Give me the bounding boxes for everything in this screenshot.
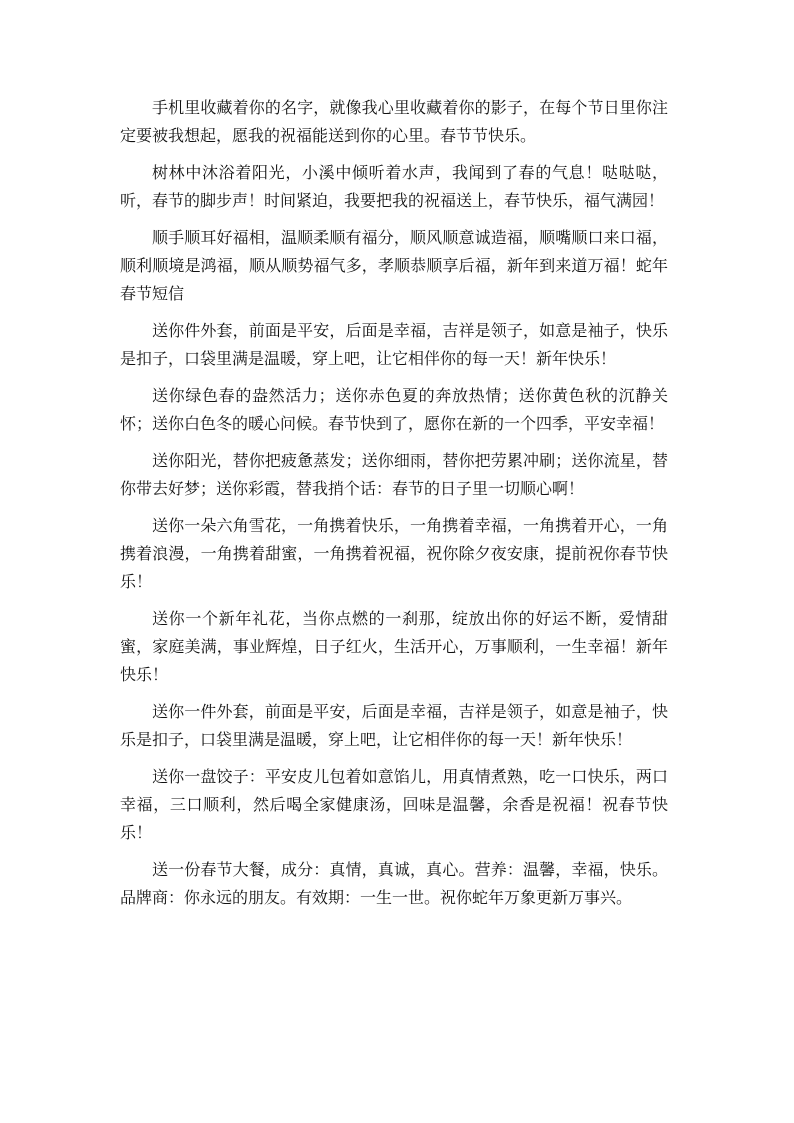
paragraph-10: 送你一盘饺子：平安皮儿包着如意馅儿，用真情煮熟，吃一口快乐，两口幸福，三口顺利，然后喝全家健康汤，回味是温馨，余香是祝福！祝春节快乐！ bbox=[120, 767, 668, 842]
paragraph-8: 送你一个新年礼花，当你点燃的一刹那，绽放出你的好运不断，爱情甜蜜，家庭美满，事业辉煌，日子红火，生活开心，万事顺利，一生幸福！新年快乐！ bbox=[120, 609, 668, 684]
paragraph-5: 送你绿色春的盎然活力；送你赤色夏的奔放热情；送你黄色秋的沉静关怀；送你白色冬的暖心问候。春节快到了，愿你在新的一个四季，平安幸福！ bbox=[120, 386, 668, 433]
paragraph-6: 送你阳光，替你把疲惫蒸发；送你细雨，替你把劳累冲刷；送你流星，替你带去好梦；送你彩霞，替我捎个话：春节的日子里一切顺心啊！ bbox=[120, 451, 668, 498]
paragraph-11: 送一份春节大餐，成分：真情，真诚，真心。营养：温馨，幸福，快乐。品牌商：你永远的朋友。有效期：一生一世。祝你蛇年万象更新万事兴。 bbox=[120, 860, 668, 907]
paragraph-9: 送你一件外套，前面是平安，后面是幸福，吉祥是领子，如意是袖子，快乐是扣子，口袋里满是温暖，穿上吧，让它相伴你的每一天！新年快乐！ bbox=[120, 702, 668, 749]
paragraph-7: 送你一朵六角雪花，一角携着快乐，一角携着幸福，一角携着开心，一角携着浪漫，一角携着甜蜜，一角携着祝福，祝你除夕夜安康，提前祝你春节快乐！ bbox=[120, 516, 668, 591]
paragraph-2: 树林中沐浴着阳光，小溪中倾听着水声，我闻到了春的气息！哒哒哒，听，春节的脚步声！时间紧迫，我要把我的祝福送上，春节快乐，福气满园！ bbox=[120, 163, 668, 210]
paragraph-1: 手机里收藏着你的名字，就像我心里收藏着你的影子，在每个节日里你注定要被我想起，愿我的祝福能送到你的心里。春节节快乐。 bbox=[120, 98, 668, 145]
document-page bbox=[120, 94, 668, 921]
paragraph-4: 送你件外套，前面是平安，后面是幸福，吉祥是领子，如意是袖子，快乐是扣子，口袋里满是温暖，穿上吧，让它相伴你的每一天！新年快乐！ bbox=[120, 321, 668, 368]
paragraph-3: 顺手顺耳好福相，温顺柔顺有福分，顺风顺意诚造福，顺嘴顺口来口福，顺利顺境是鸿福，顺从顺势福气多，孝顺恭顺享后福，新年到来道万福！蛇年春节短信 bbox=[120, 228, 668, 303]
